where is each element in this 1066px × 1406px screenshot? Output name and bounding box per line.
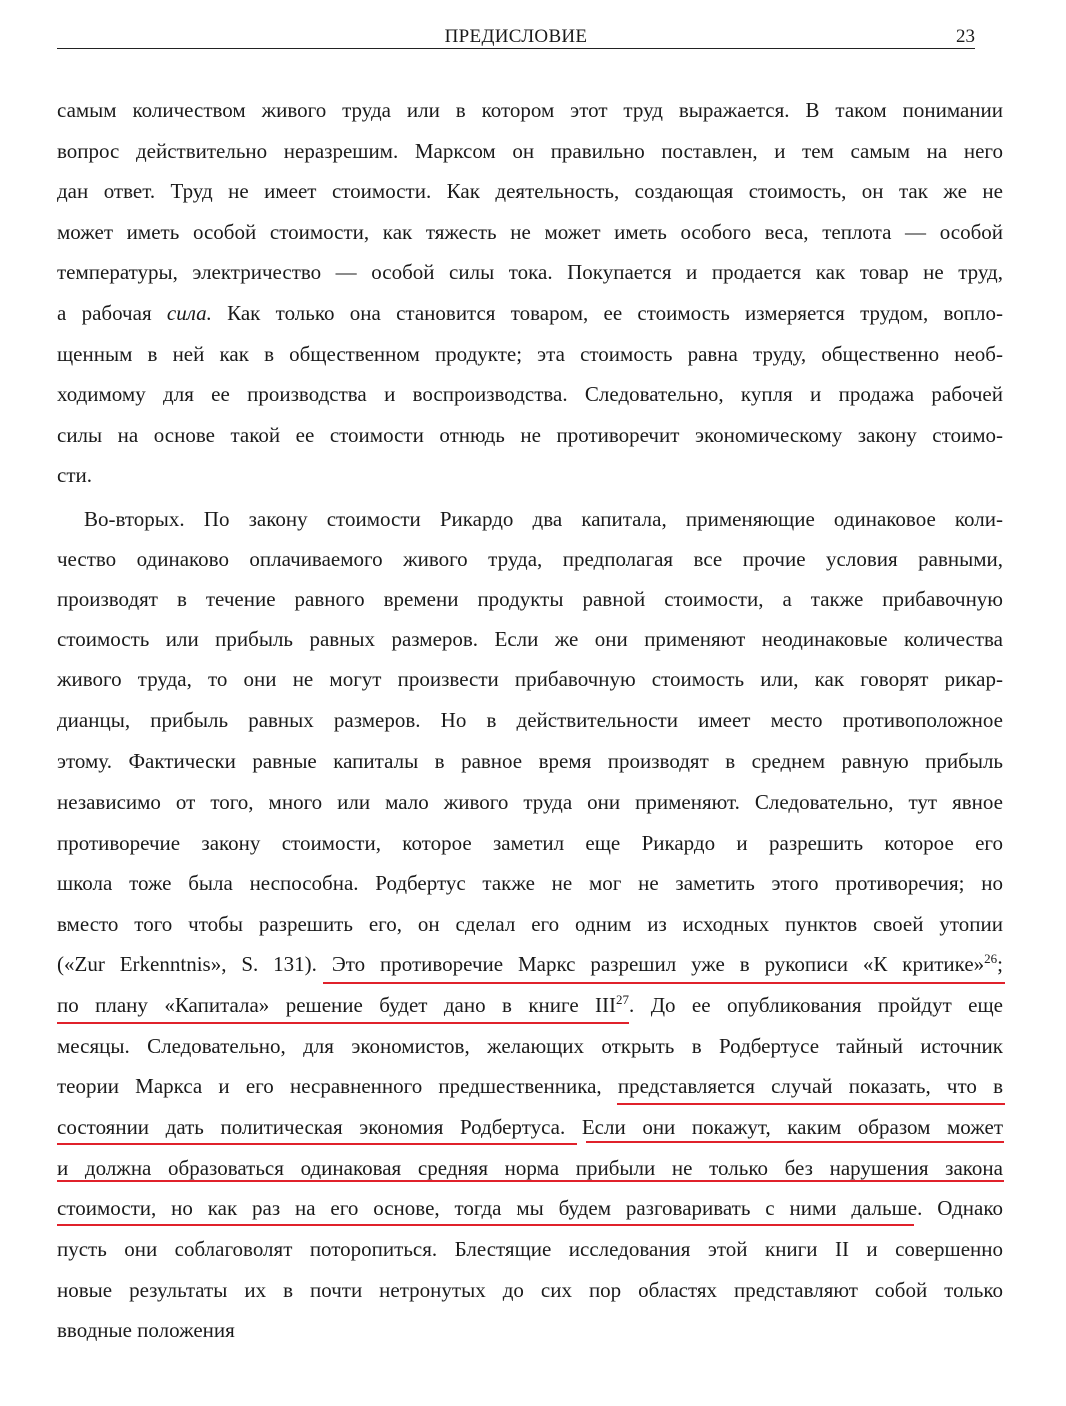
text-line: вводные положения (57, 1318, 235, 1342)
text-line (57, 1193, 1003, 1223)
text-line: вопрос действительно неразрешим. Марксом он правильно поставлен, и тем самым на него (57, 139, 1003, 163)
running-header-title: ПРЕДИСЛОВИЕ (444, 26, 588, 47)
red-underline (323, 982, 1005, 984)
text-line: новые результаты их в почти нетронутых до сих пор областях представляют собой только (57, 1278, 1003, 1302)
text-line: Во-вторых. По закону стоимости Рикардо два капитала, применяющие одинаковое коли- (84, 507, 1003, 531)
underlined-passage: стоимости, но как раз на его основе, тогда мы будем разговаривать с ними дальше (57, 1196, 918, 1220)
text-line: ходимому для ее производства и воспроизводства. Следовательно, купля и продажа рабочей (57, 382, 1003, 406)
text-line: этому. Фактически равные капиталы в равное время производят в среднем равную прибыль (57, 749, 1003, 773)
red-underline (57, 1143, 577, 1145)
red-underline (57, 1180, 1004, 1182)
text-line (57, 990, 1003, 1020)
text-line (57, 949, 1003, 979)
text-line: вместо того чтобы разрешить его, он сделал его одним из исходных пунктов своей утопии (57, 912, 1003, 936)
footnote-ref: 27 (616, 992, 630, 1007)
text-line: пусть они соблаговолят поторопиться. Блестящие исследования этой книги II и совершенно (57, 1237, 1003, 1261)
italic-word: сила. (166, 301, 212, 325)
text-line: школа тоже была неспособна. Родбертус также не мог не заметить этого противоречия; но (57, 871, 1003, 895)
red-underline (617, 1103, 1005, 1105)
underlined-passage: представляется случай показать, что в (617, 1074, 1003, 1098)
text-line: щенным в ней как в общественном продукте; эта стоимость равна труду, общественно необ- (57, 342, 1003, 366)
text-span: . Однако (917, 1196, 1003, 1220)
text-line: противоречие закону стоимости, которое заметил еще Рикардо и разрешить которое его (57, 831, 1003, 855)
text-line: может иметь особой стоимости, как тяжесть не может иметь особого веса, теплота — особой (57, 220, 1003, 244)
text-line: живого труда, то они не могут произвести прибавочную стоимость или, как говорят рикар- (57, 667, 1003, 691)
text-line: дан ответ. Труд не имеет стоимости. Как деятельность, создающая стоимость, он так же не (57, 179, 1003, 203)
text-span: . (560, 1115, 582, 1139)
page-number: 23 (956, 26, 975, 47)
text-line: месяцы. Следовательно, для экономистов, желающих открыть в Родбертусе тайный источник (57, 1034, 1003, 1058)
text-span: Как только она становится товаром, ее стоимость измеряется трудом, вопло- (211, 301, 1003, 325)
text-span: («Zur Erkenntnis», S. 131). (57, 952, 332, 976)
text-line: температуры, электричество — особой силы тока. Покупается и продается как товар не труд, (57, 260, 1003, 284)
red-underline (57, 1022, 629, 1024)
text-line: дианцы, прибыль равных размеров. Но в действительности имеет место противоположное (57, 708, 1003, 732)
underlined-passage: по плану «Капитала» решение будет дано в книге III (57, 993, 617, 1017)
text-line (57, 298, 1003, 328)
text-line: стоимость или прибыль равных размеров. Если же они применяют неодинаковые количества (57, 627, 1003, 651)
text-line (57, 1112, 1003, 1142)
text-span: ; (997, 952, 1003, 976)
red-underline (586, 1141, 1004, 1143)
text-span: теории Маркса и его несравненного предшественника, (57, 1074, 618, 1098)
text-line: производят в течение равного времени продукты равной стоимости, а также прибавочную (57, 587, 1003, 611)
running-header (57, 26, 975, 49)
text-line: силы на основе такой ее стоимости отнюдь не противоречит экономическому закону стоимо- (57, 423, 1003, 447)
footnote-ref: 26 (984, 951, 998, 966)
text-span: а рабочая (57, 301, 167, 325)
text-span: . До ее опубликования пройдут еще (629, 993, 1003, 1017)
text-line: независимо от того, много или мало живого труда они применяют. Следовательно, тут явное (57, 790, 1003, 814)
underlined-passage: состоянии дать политическая экономия Родбертуса (57, 1115, 560, 1139)
red-underline (57, 1224, 914, 1226)
text-line: и должна образоваться одинаковая средняя норма прибыли не только без нарушения закона (57, 1156, 1003, 1180)
text-line: сти. (57, 463, 92, 487)
text-line: чество одинаково оплачиваемого живого труда, предполагая все прочие условия равными, (57, 547, 1003, 571)
text-line: самым количеством живого труда или в котором этот труд выражается. В таком понимании (57, 98, 1003, 122)
text-line (57, 1071, 1003, 1101)
underlined-passage: Это противоречие Маркс разрешил уже в рукописи «К критике» (331, 952, 985, 976)
underlined-passage: Если они покажут, каким образом может (581, 1115, 1003, 1139)
